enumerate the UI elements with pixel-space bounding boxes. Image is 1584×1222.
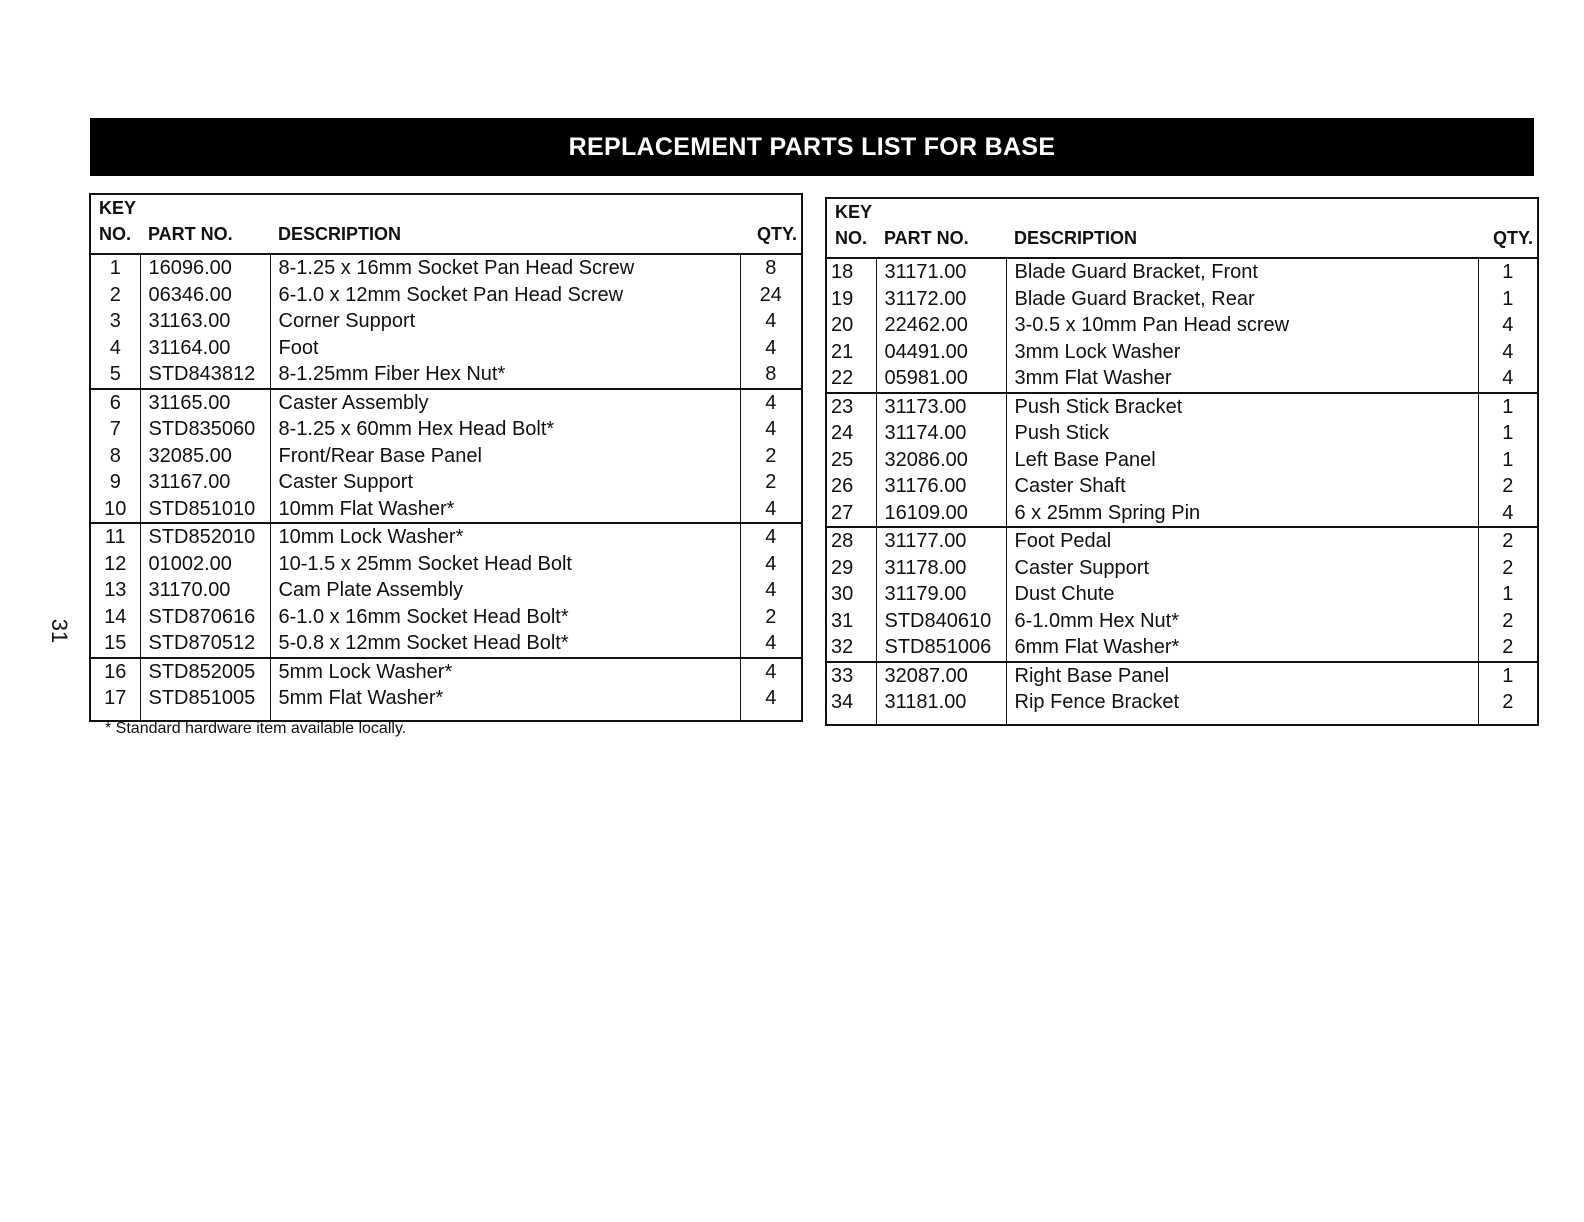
part-no-cell: 32085.00 [140, 443, 270, 470]
parts-table-left [89, 193, 803, 722]
page-title: REPLACEMENT PARTS LIST FOR BASE [90, 118, 1534, 176]
key-no-cell: 30 [831, 583, 854, 606]
part-no-header: PART NO. [140, 194, 270, 254]
parts-table-right [825, 197, 1539, 726]
part-no-cell: 31171.00 [876, 258, 1006, 286]
part-no-cell: 31177.00 [876, 527, 1006, 555]
qty-cell: 1 [1478, 420, 1538, 447]
table-row [826, 339, 1538, 366]
part-no-cell: STD852010 [140, 523, 270, 551]
table-row [90, 523, 802, 551]
description-cell: Right Base Panel [1006, 662, 1478, 690]
description-cell: 6-1.0mm Hex Nut* [1006, 608, 1478, 635]
table-row [90, 389, 802, 417]
key-no-cell: 4 [109, 336, 121, 359]
description-cell: 6 x 25mm Spring Pin [1006, 500, 1478, 528]
key-header-line2: NO. [99, 224, 132, 244]
key-no-cell: 1 [109, 257, 121, 280]
table-row [90, 443, 802, 470]
description-header: DESCRIPTION [1006, 198, 1478, 258]
key-no-cell: 33 [831, 664, 854, 687]
table-row [90, 254, 802, 282]
part-no-cell: 32086.00 [876, 447, 1006, 474]
qty-cell: 4 [740, 551, 802, 578]
key-no-cell: 6 [109, 391, 121, 414]
table-row [90, 469, 802, 496]
table-row [826, 447, 1538, 474]
part-no-cell: STD851006 [876, 634, 1006, 662]
part-no-cell: STD870512 [140, 630, 270, 658]
qty-cell: 4 [740, 308, 802, 335]
key-no-cell: 11 [104, 526, 126, 549]
table-row [90, 630, 802, 658]
qty-cell: 4 [740, 658, 802, 686]
key-header-line1: KEY [99, 198, 137, 218]
description-cell: 8-1.25mm Fiber Hex Nut* [270, 361, 740, 389]
key-no-cell: 34 [831, 691, 854, 714]
description-cell: 10-1.5 x 25mm Socket Head Bolt [270, 551, 740, 578]
qty-cell: 2 [1478, 527, 1538, 555]
part-no-cell: 22462.00 [876, 312, 1006, 339]
part-no-cell: 32087.00 [876, 662, 1006, 690]
qty-cell: 24 [740, 282, 802, 309]
description-cell: Front/Rear Base Panel [270, 443, 740, 470]
table-row [826, 473, 1538, 500]
key-no-cell: 32 [826, 634, 876, 662]
part-no-cell: 31181.00 [876, 689, 1006, 725]
description-cell: Caster Assembly [270, 389, 740, 417]
table-row [826, 634, 1538, 662]
part-no-cell: 31173.00 [876, 393, 1006, 421]
description-header: DESCRIPTION [270, 194, 740, 254]
part-no-cell: STD843812 [140, 361, 270, 389]
table-row [826, 393, 1538, 421]
table-row [826, 420, 1538, 447]
key-no-cell: 17 [104, 687, 127, 710]
qty-cell: 2 [1478, 473, 1538, 500]
qty-cell: 4 [740, 496, 802, 524]
description-cell: 6-1.0 x 12mm Socket Pan Head Screw [270, 282, 740, 309]
key-header-line1: KEY [835, 202, 873, 222]
qty-cell: 4 [740, 523, 802, 551]
qty-cell: 4 [1478, 312, 1538, 339]
description-cell: 3mm Lock Washer [1006, 339, 1478, 366]
qty-cell: 4 [740, 685, 802, 721]
key-no-header [826, 198, 876, 258]
key-no-cell: 27 [826, 500, 876, 528]
description-cell: Push Stick [1006, 420, 1478, 447]
key-no-cell: 24 [831, 422, 854, 445]
description-cell: 8-1.25 x 16mm Socket Pan Head Screw [270, 254, 740, 282]
table-row [90, 361, 802, 389]
description-cell: 6-1.0 x 16mm Socket Head Bolt* [270, 604, 740, 631]
part-no-cell: 06346.00 [140, 282, 270, 309]
table-row [826, 581, 1538, 608]
part-no-cell: 04491.00 [876, 339, 1006, 366]
qty-cell: 1 [1478, 447, 1538, 474]
table-row [90, 335, 802, 362]
qty-cell: 4 [1478, 365, 1538, 393]
table-row [826, 312, 1538, 339]
key-no-cell: 5 [90, 361, 140, 389]
key-header-line2: NO. [835, 228, 868, 248]
part-no-cell: STD835060 [140, 416, 270, 443]
table-row [826, 286, 1538, 313]
part-no-cell: 16109.00 [876, 500, 1006, 528]
key-no-cell: 22 [826, 365, 876, 393]
page-number: 31 [47, 618, 73, 644]
description-cell: Corner Support [270, 308, 740, 335]
key-no-cell: 10 [90, 496, 140, 524]
key-no-cell: 7 [109, 418, 121, 441]
description-cell: Foot [270, 335, 740, 362]
table-header-row [90, 194, 802, 254]
qty-cell: 2 [740, 604, 802, 631]
part-no-cell: 31170.00 [140, 577, 270, 604]
description-cell: Caster Support [270, 469, 740, 496]
description-cell: Left Base Panel [1006, 447, 1478, 474]
qty-cell: 2 [740, 469, 802, 496]
table-row [826, 258, 1538, 286]
part-no-cell: 31165.00 [140, 389, 270, 417]
qty-cell: 1 [1478, 662, 1538, 690]
description-cell: 10mm Lock Washer* [270, 523, 740, 551]
description-cell: 5mm Flat Washer* [270, 685, 740, 721]
description-cell: 6mm Flat Washer* [1006, 634, 1478, 662]
description-cell: 5mm Lock Washer* [270, 658, 740, 686]
description-cell: 3mm Flat Washer [1006, 365, 1478, 393]
part-no-cell: 31164.00 [140, 335, 270, 362]
part-no-cell: 31178.00 [876, 555, 1006, 582]
part-no-cell: 31163.00 [140, 308, 270, 335]
key-no-cell: 13 [104, 579, 127, 602]
qty-cell: 4 [740, 577, 802, 604]
key-no-cell: 18 [831, 261, 854, 284]
description-cell: 8-1.25 x 60mm Hex Head Bolt* [270, 416, 740, 443]
key-no-cell: 14 [104, 605, 127, 628]
key-no-cell: 12 [104, 552, 127, 575]
table-row [90, 577, 802, 604]
key-no-cell: 29 [831, 556, 854, 579]
table-row [826, 555, 1538, 582]
part-no-cell: 31172.00 [876, 286, 1006, 313]
key-no-cell: 16 [104, 660, 127, 683]
table-row [826, 608, 1538, 635]
part-no-cell: STD851005 [140, 685, 270, 721]
part-no-cell: 05981.00 [876, 365, 1006, 393]
part-no-cell: STD840610 [876, 608, 1006, 635]
qty-cell: 1 [1478, 393, 1538, 421]
qty-cell: 2 [1478, 555, 1538, 582]
qty-cell: 8 [740, 361, 802, 389]
description-cell: Dust Chute [1006, 581, 1478, 608]
description-cell: Cam Plate Assembly [270, 577, 740, 604]
description-cell: 3-0.5 x 10mm Pan Head screw [1006, 312, 1478, 339]
description-cell: 5-0.8 x 12mm Socket Head Bolt* [270, 630, 740, 658]
key-no-cell: 9 [109, 471, 121, 494]
qty-header: QTY. [1478, 198, 1538, 258]
table-row [90, 551, 802, 578]
description-cell: Caster Support [1006, 555, 1478, 582]
description-cell: Push Stick Bracket [1006, 393, 1478, 421]
qty-cell: 1 [1478, 258, 1538, 286]
part-no-cell: STD870616 [140, 604, 270, 631]
key-no-cell: 23 [831, 395, 854, 418]
qty-cell: 1 [1478, 286, 1538, 313]
description-cell: Caster Shaft [1006, 473, 1478, 500]
qty-cell: 4 [1478, 339, 1538, 366]
part-no-cell: 31167.00 [140, 469, 270, 496]
qty-cell: 4 [1478, 500, 1538, 528]
table-row [826, 662, 1538, 690]
key-no-cell: 28 [831, 530, 854, 553]
key-no-cell: 3 [109, 310, 121, 333]
part-no-cell: 16096.00 [140, 254, 270, 282]
key-no-header [90, 194, 140, 254]
table-header-row [826, 198, 1538, 258]
part-no-header: PART NO. [876, 198, 1006, 258]
qty-cell: 4 [740, 416, 802, 443]
table-row [826, 689, 1538, 725]
table-row [826, 500, 1538, 528]
key-no-cell: 8 [109, 444, 121, 467]
qty-cell: 1 [1478, 581, 1538, 608]
key-no-cell: 21 [831, 340, 854, 363]
table-row [826, 365, 1538, 393]
qty-cell: 4 [740, 335, 802, 362]
table-row [826, 527, 1538, 555]
table-row [90, 416, 802, 443]
table-row [90, 282, 802, 309]
footnote: * Standard hardware item available locally. [105, 720, 407, 737]
part-no-cell: STD851010 [140, 496, 270, 524]
part-no-cell: STD852005 [140, 658, 270, 686]
description-cell: Rip Fence Bracket [1006, 689, 1478, 725]
description-cell: Blade Guard Bracket, Front [1006, 258, 1478, 286]
qty-cell: 2 [740, 443, 802, 470]
key-no-cell: 19 [831, 287, 854, 310]
key-no-cell: 20 [831, 314, 854, 337]
key-no-cell: 15 [90, 630, 140, 658]
part-no-cell: 31174.00 [876, 420, 1006, 447]
description-cell: Foot Pedal [1006, 527, 1478, 555]
key-no-cell: 26 [831, 475, 854, 498]
part-no-cell: 31176.00 [876, 473, 1006, 500]
table-row [90, 496, 802, 524]
description-cell: Blade Guard Bracket, Rear [1006, 286, 1478, 313]
key-no-cell: 31 [831, 609, 854, 632]
qty-cell: 4 [740, 630, 802, 658]
qty-cell: 4 [740, 389, 802, 417]
key-no-cell: 25 [831, 448, 854, 471]
qty-cell: 2 [1478, 634, 1538, 662]
table-row [90, 658, 802, 686]
table-row [90, 685, 802, 721]
qty-cell: 2 [1478, 608, 1538, 635]
table-row [90, 308, 802, 335]
part-no-cell: 01002.00 [140, 551, 270, 578]
description-cell: 10mm Flat Washer* [270, 496, 740, 524]
qty-cell: 2 [1478, 689, 1538, 725]
part-no-cell: 31179.00 [876, 581, 1006, 608]
qty-cell: 8 [740, 254, 802, 282]
table-row [90, 604, 802, 631]
key-no-cell: 2 [109, 283, 121, 306]
qty-header: QTY. [740, 194, 802, 254]
